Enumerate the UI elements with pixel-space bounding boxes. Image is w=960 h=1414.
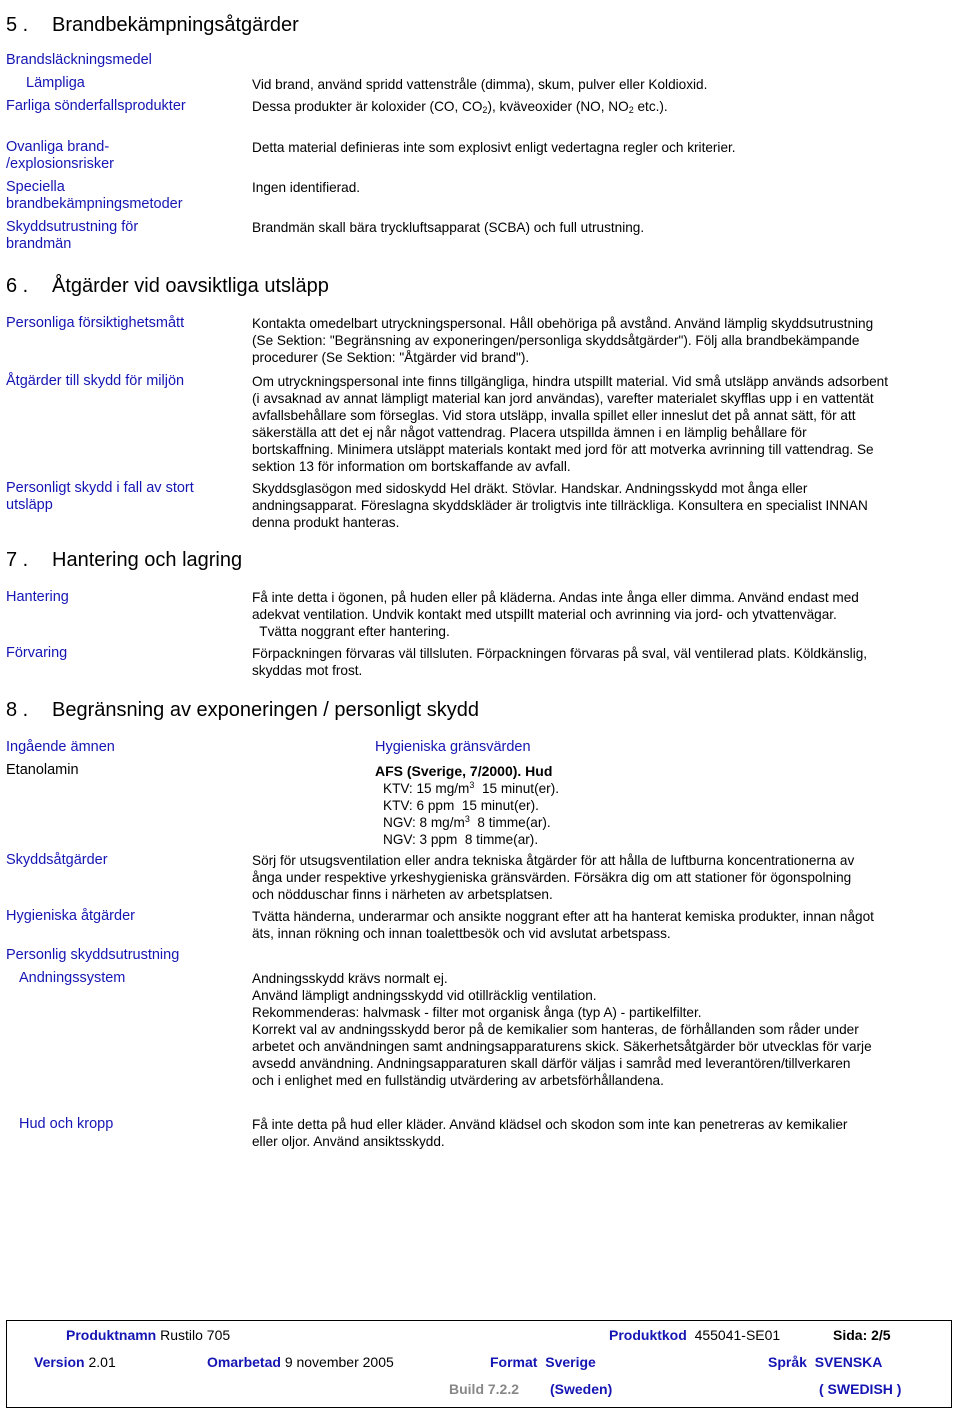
- footer-format: Format Sverige: [490, 1354, 596, 1370]
- text-atgarder-miljo: Om utryckningspersonal inte finns tillgängliga, hindra utspillt material. Vid små utsläpp används adsorbent (i avsaknad av annat lämpligt material kan jord användas), varefter materialet skyfflas upp i en vattentät avfallsbehållare som förseglas. Vid stora utsläpp, invalla spillet eller inneslut det på annat sätt, för att säkerställa att det ej når något vattendrag. Placera utspillda ämnen i en lämplig behållare för bortskaffning. Minimera utsläppt materials kontakt med jord för att motverka avrinning till vattendrag. Se sektion 13 för information om bortskaffande av avfall.: [252, 374, 888, 474]
- section-8-title: [6, 698, 479, 722]
- section-8-title-text: Begränsning av exponeringen / personligt skydd: [52, 699, 479, 721]
- label-brandslackningsmedel: Brandsläckningsmedel: [6, 52, 152, 68]
- label-hud-och-kropp: Hud och kropp: [19, 1116, 114, 1132]
- label-hygieniska-atgarder: Hygieniska åtgärder: [6, 908, 135, 924]
- label-skyddsutrustning-brandman: Skyddsutrustning för brandmän: [6, 219, 139, 252]
- text-forvaring: Förpackningen förvaras väl tillsluten. Förpackningen förvaras på sval, väl ventilerad plats. Köldkänslig, skyddas mot frost.: [252, 646, 868, 678]
- label-hantering: Hantering: [6, 589, 69, 605]
- label-farliga-sonderfallsprodukter: Farliga sönderfallsprodukter: [6, 98, 186, 114]
- section-6-number: 6 .: [6, 275, 29, 297]
- text-personliga-forsiktighetsmatt: Kontakta omedelbart utryckningspersonal. Håll obehöriga på avstånd. Använd lämplig skyddsutrustning (Se Sektion: "Begränsning av exponeringen/personliga skyddsåtgärder"). Följ alla brandbekämpande procedurer (Se Sektion: "Åtgärder vid brand").: [252, 316, 874, 365]
- text-ovanliga-brandrisker: Detta material definieras inte som explosivt enligt vedertagna regler och kriterier.: [252, 140, 736, 155]
- section-5-title: [6, 13, 299, 37]
- label-atgarder-miljo: Åtgärder till skydd för miljön: [6, 373, 185, 389]
- section-5-title-text: Brandbekämpningsåtgärder: [52, 14, 299, 36]
- footer-build: Build 7.2.2: [449, 1381, 520, 1397]
- label-speciella-metoder: Speciella brandbekämpningsmetoder: [6, 179, 183, 212]
- footer-sprak-sub: ( SWEDISH ): [819, 1381, 902, 1397]
- label-personligt-skydd-utslapp: Personligt skydd i fall av stort utsläpp: [6, 480, 194, 513]
- label-skyddsatgarder: Skyddsåtgärder: [6, 852, 108, 868]
- document-footer: [6, 1320, 952, 1408]
- label-personliga-forsiktighetsmatt: Personliga försiktighetsmått: [6, 315, 185, 331]
- limit-value-row: NGV: 3 ppm 8 timme(ar).: [383, 832, 539, 847]
- section-8-number: 8 .: [6, 699, 29, 721]
- label-personlig-skyddsutrustning: Personlig skyddsutrustning: [6, 947, 180, 963]
- section-7-number: 7 .: [6, 549, 29, 571]
- limit-value-row: KTV: 6 ppm 15 minut(er).: [383, 798, 539, 813]
- label-lampliga: Lämpliga: [26, 75, 85, 91]
- footer-produktnamn: Produktnamn Rustilo 705: [66, 1327, 231, 1343]
- section-6-title: [6, 274, 329, 298]
- label-andningssystem: Andningssystem: [19, 970, 126, 986]
- label-hygieniska-gransvarden: Hygieniska gränsvärden: [375, 739, 531, 755]
- footer-produktkod: Produktkod 455041-SE01: [609, 1327, 781, 1343]
- limit-value-row: NGV: 8 $mg/m^3$ 8 timme(ar).: [383, 814, 551, 830]
- text-andningssystem: Andningsskydd krävs normalt ej. Använd lämpligt andningsskydd vid otillräcklig ventilation. Rekommenderas: halvmask - filter mot organisk ånga (typ A) - partikelfilter. Korrekt val av andningsskydd beror på de kemikalier som hanteras, de förhållanden som råder under arbetet och användningen samt andningsapparaturens skick. Säkerhetsåtgärder bör utvecklas för varje avsedd användning. Andningsapparaturen skall därför väljas i samråd med leverantören/tillverkaren och i enlighet med en fullständig utvärdering av arbetsförhållandena.: [252, 971, 872, 1088]
- section-5-number: 5 .: [6, 14, 29, 36]
- footer-page-number: Sida: 2/5: [833, 1327, 891, 1343]
- text-hantering: Få inte detta i ögonen, på huden eller på kläderna. Andas inte ånga eller dimma. Använd endast med adekvat ventilation. Undvik kontakt med utspillt material och avrinning via jord- och ytvattenvägar. Tvätta noggrant efter hantering.: [252, 590, 859, 639]
- footer-format-sub: (Sweden): [550, 1381, 613, 1397]
- text-hud-och-kropp: Få inte detta på hud eller kläder. Använd klädsel och skodon som inte kan penetreras av kemikalier eller oljor. Använd ansiktsskydd.: [252, 1117, 848, 1149]
- label-ingaende-amnen: Ingående ämnen: [6, 739, 115, 755]
- label-ovanliga-brandrisker: Ovanliga brand- /explosionsrisker: [6, 139, 114, 172]
- label-forvaring: Förvaring: [6, 645, 68, 661]
- footer-sprak: Språk SVENSKA: [768, 1354, 883, 1370]
- text-lampliga: Vid brand, använd spridd vattenstråle (dimma), skum, pulver eller Koldioxid.: [252, 77, 708, 92]
- section-7-title-text: Hantering och lagring: [52, 549, 243, 571]
- substance-name: Etanolamin: [6, 762, 79, 778]
- text-skyddsatgarder: Sörj för utsugsventilation eller andra tekniska åtgärder för att hålla de luftburna koncentrationerna av ånga under respektive yrkeshygieniska gränsvärden. Försäkra dig om att stationer för ögonspolning och nödduschar finns i närheten av arbetsplatsen.: [252, 853, 855, 902]
- text-skyddsutrustning-brandman: Brandmän skall bära tryckluftsapparat (SCBA) och full utrustning.: [252, 220, 645, 235]
- text-personligt-skydd-utslapp: Skyddsglasögon med sidoskydd Hel dräkt. Stövlar. Handskar. Andningsskydd mot ånga eller andningsapparat. Föreslagna skyddskläder är troligtvis inte tillräckliga. Konsultera en specialist INNAN denna produkt hanteras.: [252, 481, 868, 530]
- text-speciella-metoder: Ingen identifierad.: [252, 180, 361, 195]
- section-6-title-text: Åtgärder vid oavsiktliga utsläpp: [52, 275, 329, 297]
- text-hygieniska-atgarder: Tvätta händerna, underarmar och ansikte noggrant efter att ha hanterat kemiska produkter, innan något äts, innan rökning och innan toalettbesök och vid avslutat arbetspass.: [252, 909, 874, 941]
- text-farliga-sonderfallsprodukter: Dessa produkter är koloxider (CO, $CO_2$), kväveoxider (NO, $NO_2$ etc.).: [252, 99, 668, 115]
- limit-value-row: KTV: 15 $mg/m^3$ 15 minut(er).: [383, 780, 559, 796]
- afs-title: AFS (Sverige, 7/2000). Hud: [375, 763, 553, 779]
- limit-values: [383, 780, 559, 848]
- footer-omarbetad: Omarbetad 9 november 2005: [207, 1354, 394, 1370]
- footer-version: Version 2.01: [34, 1354, 116, 1370]
- section-7-title: [6, 548, 242, 572]
